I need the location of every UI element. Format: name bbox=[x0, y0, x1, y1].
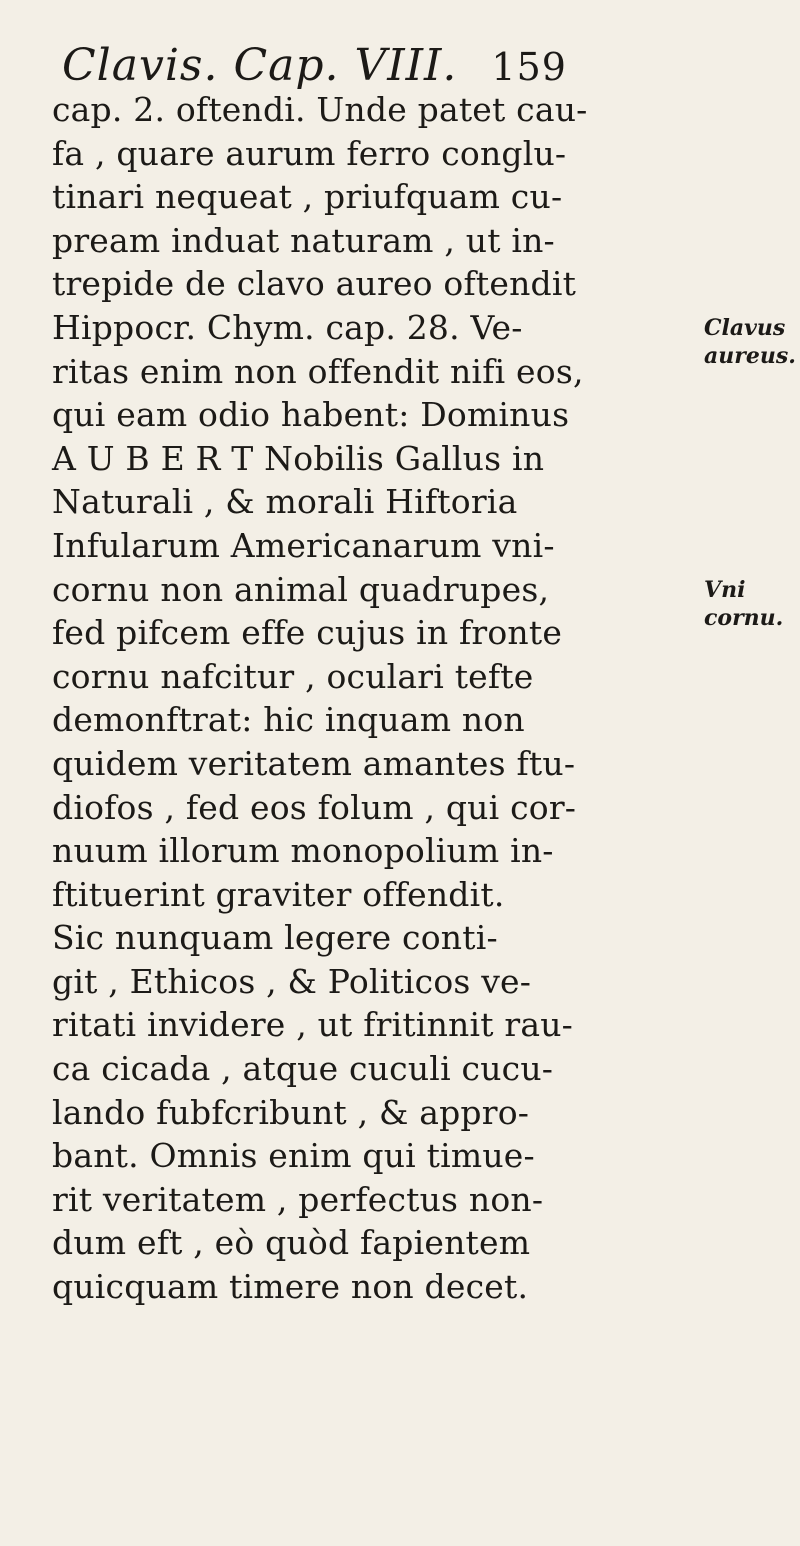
margin-note-clavus bbox=[704, 314, 796, 370]
text-line: rit veritatem , perfectus non- bbox=[52, 1179, 544, 1219]
text-line: fa , quare aurum ferro conglu- bbox=[52, 133, 567, 173]
text-line: cornu nafcitur , oculari tefte bbox=[52, 656, 534, 696]
text-line: quicquam timere non decet. bbox=[52, 1267, 529, 1307]
text-line: cornu non animal quadrupes, bbox=[52, 569, 550, 609]
text-line: Naturali , & morali Hiftoria bbox=[52, 482, 518, 522]
text-line: fed pifcem effe cujus in fronte bbox=[52, 613, 563, 653]
text-line: Hippocr. Chym. cap. 28. Ve- bbox=[52, 307, 523, 347]
text-line: ritati invidere , ut fritinnit rau- bbox=[52, 1005, 574, 1045]
text-line: Sic nunquam legere conti- bbox=[52, 918, 498, 958]
text-line: quidem veritatem amantes ftu- bbox=[52, 743, 576, 783]
text-line: git , Ethicos , & Politicos ve- bbox=[52, 961, 532, 1001]
margin-note-vnicornu bbox=[704, 576, 783, 632]
text-line: diofos , fed eos folum , qui cor- bbox=[52, 787, 577, 827]
text-line: ca cicada , atque cuculi cucu- bbox=[52, 1049, 554, 1089]
body-text bbox=[52, 88, 612, 1309]
text-line: trepide de clavo aureo oftendit bbox=[52, 264, 577, 304]
margin-note-line: Vni bbox=[704, 577, 746, 603]
text-line: ritas enim non offendit nifi eos, bbox=[52, 351, 584, 391]
text-line: dum eft , eò quòd fapientem bbox=[52, 1223, 531, 1263]
text-line: nuum illorum monopolium in- bbox=[52, 831, 554, 871]
text-line: bant. Omnis enim qui timue- bbox=[52, 1136, 535, 1176]
header-title: Clavis. Cap. VIII. bbox=[62, 40, 458, 91]
text-line: pream induat naturam , ut in- bbox=[52, 220, 555, 260]
text-line: qui eam odio habent: Dominus bbox=[52, 395, 570, 435]
page-number: 159 bbox=[491, 45, 567, 89]
running-header bbox=[62, 40, 567, 91]
text-line: lando fubfcribunt , & appro- bbox=[52, 1092, 530, 1132]
text-line: tinari nequeat , priufquam cu- bbox=[52, 177, 563, 217]
margin-note-line: cornu. bbox=[704, 605, 784, 631]
margin-note-line: Clavus bbox=[704, 315, 786, 341]
text-line: ftituerint graviter offendit. bbox=[52, 874, 505, 914]
text-line: demonftrat: hic inquam non bbox=[52, 700, 525, 740]
text-line: A U B E R T Nobilis Gallus in bbox=[52, 438, 545, 478]
text-line: Infularum Americanarum vni- bbox=[52, 525, 555, 565]
text-line: cap. 2. oftendi. Unde patet cau- bbox=[52, 90, 588, 129]
margin-note-line: aureus. bbox=[704, 343, 796, 369]
